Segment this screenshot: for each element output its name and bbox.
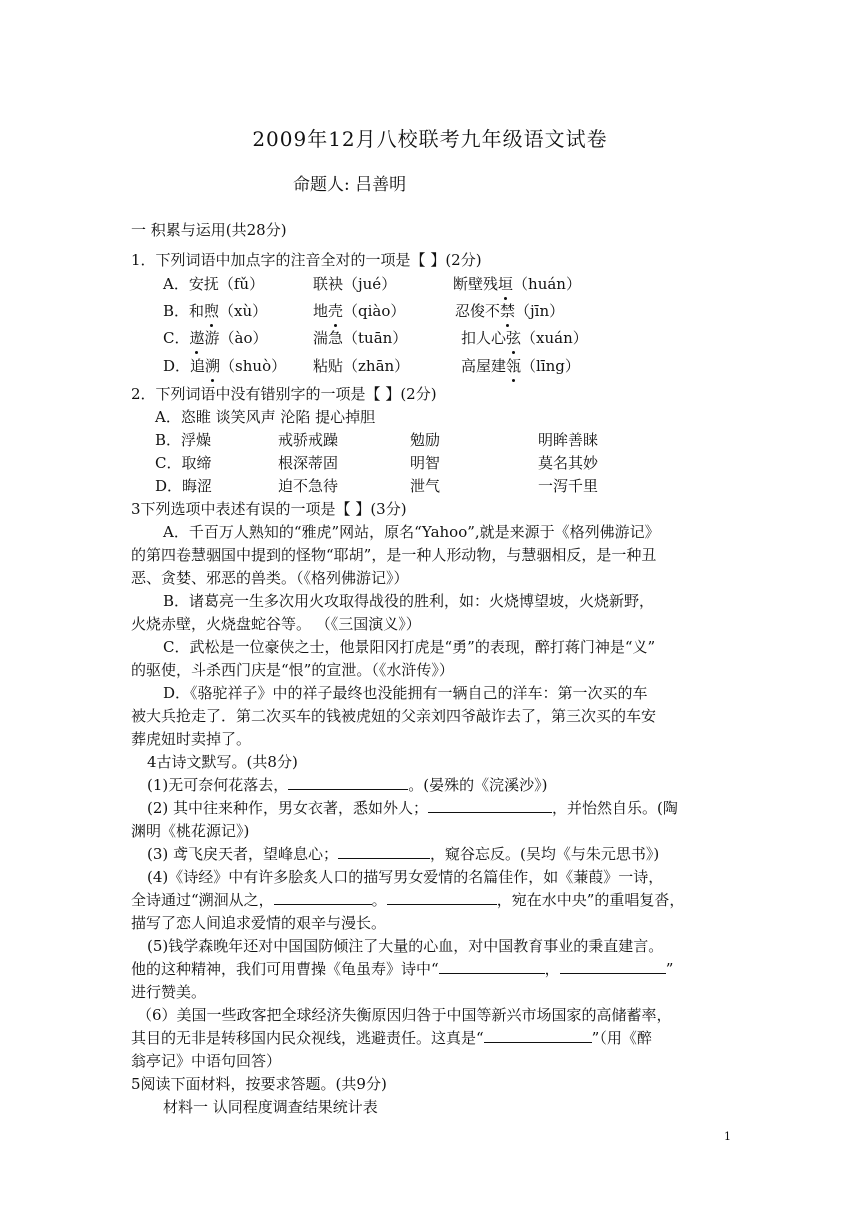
q1-option-b: B．和煦（xù）: [163, 299, 267, 323]
question-4-stem: 4古诗文默写。(共8分): [147, 753, 298, 771]
q4-item-6: （6）美国一些政客把全球经济失衡原因归咎于中国等新兴市场国家的高储蓄率，: [137, 1006, 672, 1024]
q3-option-d: D．《骆驼祥子》中的祥子最终也没能拥有一辆自己的洋车：第一次买的车: [163, 684, 648, 702]
answer-blank[interactable]: [428, 796, 552, 813]
q1-option-a: A．安抚（fǔ）: [163, 275, 265, 293]
q3-option-b: B．诸葛亮一生多次用火攻取得战役的胜利，如：火烧博望坡，火烧新野，: [163, 592, 655, 610]
emphasis-dot-char: 煦: [204, 299, 219, 323]
emphasis-dot-char: 瓴: [506, 354, 521, 378]
emphasis-dot-char: 禁: [500, 299, 515, 323]
q2-option-d: D．晦涩: [155, 477, 213, 495]
answer-blank[interactable]: [484, 1026, 592, 1043]
q2-option-c: C．取缔: [155, 454, 212, 472]
page-number: 1: [724, 1130, 731, 1143]
emphasis-dot-char: 弦: [506, 326, 521, 350]
q4-item-5: (5)钱学森晚年还对中国国防倾注了大量的心血，对中国教育事业的秉直建言。: [147, 937, 664, 955]
answer-blank[interactable]: [560, 957, 666, 974]
q1-option-d: D．追溯（shuò）: [163, 354, 286, 378]
q1-option-c: C．遨游（ào）: [163, 326, 267, 350]
q4-item-2: (2) 其中往来种作，男女衣著，悉如外人； ，并怡然自乐。(陶: [147, 796, 678, 820]
q4-item-4: (4)《诗经》中有许多脍炙人口的描写男女爱情的名篇佳作，如《蒹葭》一诗，: [147, 868, 664, 886]
answer-blank[interactable]: [439, 957, 545, 974]
question-1-stem: 1．下列词语中加点字的注音全对的一项是【 】(2分): [131, 251, 482, 269]
q2-option-a: A．恣睢 谈笑风声 沦陷 提心掉胆: [155, 408, 376, 426]
emphasis-dot-char: 壳: [328, 299, 343, 323]
exam-page: 2009年12月八校联考九年级语文试卷 命题人: 吕善明 一 积累与运用(共28分) 1．下列词语中加点字的注音全对的一项是【 】(2分) A．安抚（fǔ） 联袂（jué） 断壁残垣（huán） B．和煦（xù） 地壳（qiào） 忍俊不禁（jīn） C．遨游（ào） 湍急（tuān） 扣人心弦（xuán） D．追溯（shuò） 粘贴（zhān） 高屋建瓴（līng） 2．下列词语中没有错别字的一项是【 】(2分) A．恣睢 谈笑风声 沦陷 提心掉胆 B．浮燥 戒骄戒躁 勉励 明眸善睐 C．取缔 根深蒂固 明智 莫名其妙 D．晦涩 迫不急待 泄气 一泻千里 3下列选项中表述有误的一项是【 】(3分) A．千百万人熟知的“雅虎”网站，原名“Yahoo”,就是来源于《格列佛游记》 的第四卷慧骃国中提到的怪物“耶胡”，是一种人形动物，与慧骃相反，是一种丑 恶、贪婪、邪恶的兽类。（《格列佛游记》） B．诸葛亮一生多次用火攻取得战役的胜利，如：火烧博望坡，火烧新野， 火烧赤壁，火烧盘蛇谷等。 （《三国演义》） C．武松是一位豪侠之士，他景阳冈打虎是“勇”的表现，醉打蒋门神是“义” 的驱使，斗杀西门庆是“恨”的宣泄。（《水浒传》） D．《骆驼祥子》中的祥子最终也没能拥有一辆自己的洋车：第一次买的车 被大兵抢走了．第二次买车的钱被虎妞的父亲刘四爷敲诈去了，第三次买的车安 葬虎妞时卖掉了。 4古诗文默写。(共8分) (1)无可奈何花落去， 。(晏殊的《浣溪沙》) (2) 其中往来种作，男女衣著，悉如外人； ，并怡然自乐。(陶 渊明《桃花源记》) (3) 鸢飞戾天者，望峰息心； ，窥谷忘反。(吴均《与朱元思书》) (4)《诗经》中有许多脍炙人口的描写男女爱情的名篇佳作，如《蒹葭》一诗， 全诗通过“溯洄从之， 。 ，宛在水中央”的重唱复沓， 描写了恋人间追求爱情的艰辛与漫长。 (5)钱学森晚年还对中国国防倾注了大量的心血，对中国教育事业的秉直建言。 他的这种精神，我们可用曹操《龟虽寿》诗中“ ， ” 进行赞美。 （6）美国一些政客把全球经济失衡原因归咎于中国等新兴市场国家的高储蓄率， 其目的无非是转移国内民众视线，逃避责任。这真是“ ”（用《醉 翁亭记》中语句回答） 5阅读下面材料，按要求答题。(共9分) 材料一 认同程度调查结果统计表 1: [0, 0, 860, 1216]
q4-item-3: (3) 鸢飞戾天者，望峰息心； ，窥谷忘反。(吴均《与朱元思书》): [147, 842, 659, 866]
page-title: 2009年12月八校联考九年级语文试卷: [252, 127, 608, 151]
answer-blank[interactable]: [338, 842, 430, 859]
emphasis-dot-char: 垣: [498, 272, 513, 296]
q1-a-term2: 联袂（jué）: [313, 275, 397, 293]
author-line: 命题人: 吕善明: [293, 175, 407, 195]
q4-item-1: (1)无可奈何花落去， 。(晏殊的《浣溪沙》): [147, 773, 547, 797]
answer-blank[interactable]: [288, 773, 408, 790]
question-2-stem: 2．下列词语中没有错别字的一项是【 】(2分): [131, 385, 437, 403]
section-heading: 一 积累与运用(共28分): [131, 221, 287, 239]
question-3-stem: 3下列选项中表述有误的一项是【 】(3分): [131, 500, 407, 518]
answer-blank[interactable]: [274, 888, 372, 905]
answer-blank[interactable]: [387, 888, 497, 905]
question-5-stem: 5阅读下面材料，按要求答题。(共9分): [131, 1075, 387, 1093]
q3-option-c: C．武松是一位豪侠之士，他景阳冈打虎是“勇”的表现，醉打蒋门神是“义”: [163, 638, 656, 656]
emphasis-dot-char: 遨: [189, 326, 204, 350]
q3-option-a: A．千百万人熟知的“雅虎”网站，原名“Yahoo”,就是来源于《格列佛游记》: [163, 523, 660, 541]
q2-option-b: B．浮燥: [155, 431, 212, 449]
emphasis-dot-char: 溯: [205, 354, 220, 378]
material-caption: 材料一 认同程度调查结果统计表: [163, 1098, 378, 1116]
